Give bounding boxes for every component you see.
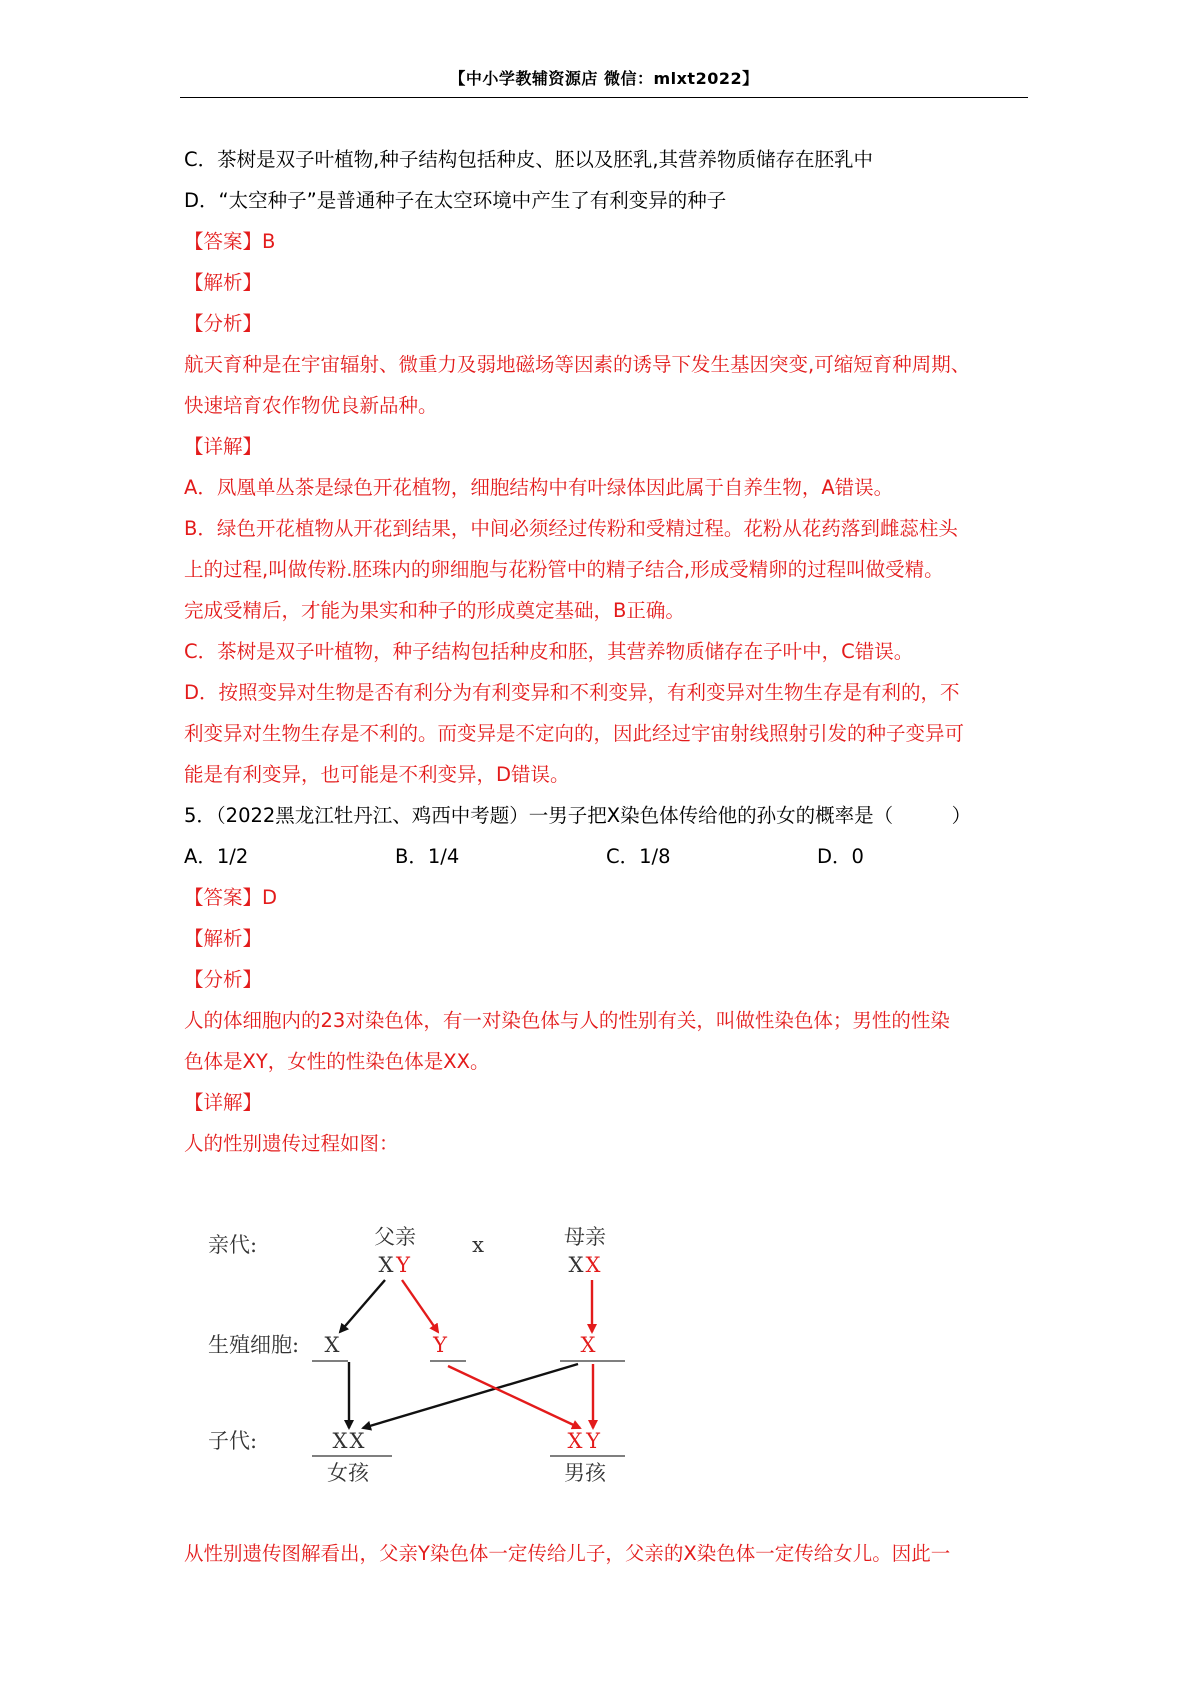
girl-label: 女孩 — [327, 1461, 369, 1485]
arrow-father-x-to-gamete — [340, 1280, 385, 1332]
q5-stem: 5．（2022黑龙江牡丹江、鸡西中考题）一男子把X染色体传给他的孙女的概率是（ ） — [184, 804, 972, 827]
q5-xiangjie-heading: 【详解】 — [184, 1091, 263, 1114]
q5-option-b: B．1/4 — [395, 845, 460, 868]
q4-detail-line: 能是有利变异，也可能是不利变异，D错误。 — [184, 763, 570, 786]
q5-fenxi-heading: 【分析】 — [184, 968, 263, 991]
q4-option-c: C．茶树是双子叶植物,种子结构包括种皮、胚以及胚乳,其营养物质储存在胚乳中 — [184, 148, 874, 171]
gamete-father-x: X — [324, 1333, 340, 1357]
q5-analysis-line: 色体是XY，女性的性染色体是XX。 — [184, 1050, 490, 1073]
q4-option-d: D．“太空种子”是普通种子在太空环境中产生了有利变异的种子 — [184, 189, 727, 212]
q4-detail-line: D．按照变异对生物是否有利分为有利变异和不利变异，有利变异对生物生存是有利的，不 — [184, 681, 960, 704]
cross-symbol: x — [472, 1233, 484, 1257]
father-label: 父亲 — [374, 1225, 416, 1249]
boy-x-chromosome: X — [567, 1429, 583, 1453]
page-header: 【中小学教辅资源店 微信：mlxt2022】 — [449, 69, 759, 88]
q4-fenxi-heading: 【分析】 — [184, 312, 263, 335]
arrow-father-y-to-gamete — [402, 1280, 438, 1332]
q4-detail-line: C．茶树是双子叶植物，种子结构包括种皮和胚，其营养物质储存在子叶中，C错误。 — [184, 640, 914, 663]
q5-conclusion-line: 从性别遗传图解看出，父亲Y染色体一定传给儿子，父亲的X染色体一定传给女儿。因此一 — [184, 1542, 951, 1565]
q5-detail-intro: 人的性别遗传过程如图： — [184, 1132, 399, 1155]
label-gametes: 生殖细胞: — [208, 1333, 300, 1357]
mother-x1-chromosome: X — [568, 1253, 584, 1277]
q4-xiangjie-heading: 【详解】 — [184, 435, 263, 458]
q4-jiexi-heading: 【解析】 — [184, 271, 263, 294]
boy-label: 男孩 — [564, 1461, 606, 1485]
father-y-chromosome: Y — [396, 1253, 410, 1277]
girl-x2-chromosome: X — [349, 1429, 365, 1453]
q4-detail-line: B．绿色开花植物从开花到结果，中间必须经过传粉和受精过程。花粉从花药落到雌蕊柱头 — [184, 517, 958, 540]
arrow-mother-x-to-girl — [363, 1364, 578, 1428]
label-offspring: 子代: — [208, 1429, 258, 1453]
q5-answer: 【答案】D — [184, 886, 278, 909]
girl-x1-chromosome: X — [332, 1429, 348, 1453]
q4-detail-line: 完成受精后，才能为果实和种子的形成奠定基础，B正确。 — [184, 599, 685, 622]
q5-option-d: D．0 — [817, 845, 864, 868]
q5-option-a: A．1/2 — [184, 845, 249, 868]
header-rule — [180, 97, 1028, 98]
gamete-mother-x: X — [580, 1333, 596, 1357]
gamete-father-y: Y — [433, 1333, 447, 1357]
boy-y-chromosome: Y — [586, 1429, 600, 1453]
q5-option-c: C．1/8 — [606, 845, 671, 868]
q4-analysis-line: 快速培育农作物优良新品种。 — [184, 394, 438, 417]
q4-detail-line: 上的过程,叫做传粉.胚珠内的卵细胞与花粉管中的精子结合,形成受精卵的过程叫做受精。 — [184, 558, 944, 581]
q4-detail-line: 利变异对生物生存是不利的。而变异是不定向的，因此经过宇宙射线照射引发的种子变异可 — [184, 722, 965, 745]
q5-options — [184, 836, 1032, 877]
mother-x2-chromosome: X — [585, 1253, 601, 1277]
inheritance-diagram-svg — [200, 1208, 630, 1498]
label-parents: 亲代: — [208, 1233, 258, 1257]
q4-answer: 【答案】B — [184, 230, 276, 253]
document-body — [184, 139, 1032, 1164]
father-x-chromosome: X — [378, 1253, 394, 1277]
sex-inheritance-diagram — [200, 1208, 630, 1498]
q5-jiexi-heading: 【解析】 — [184, 927, 263, 950]
conclusion-block — [184, 1533, 1032, 1574]
mother-label: 母亲 — [564, 1225, 606, 1249]
q4-detail-line: A．凤凰单丛茶是绿色开花植物，细胞结构中有叶绿体因此属于自养生物，A错误。 — [184, 476, 894, 499]
q5-analysis-line: 人的体细胞内的23对染色体，有一对染色体与人的性别有关，叫做性染色体；男性的性染 — [184, 1009, 950, 1032]
q4-analysis-line: 航天育种是在宇宙辐射、微重力及弱地磁场等因素的诱导下发生基因突变,可缩短育种周期、 — [184, 353, 971, 376]
